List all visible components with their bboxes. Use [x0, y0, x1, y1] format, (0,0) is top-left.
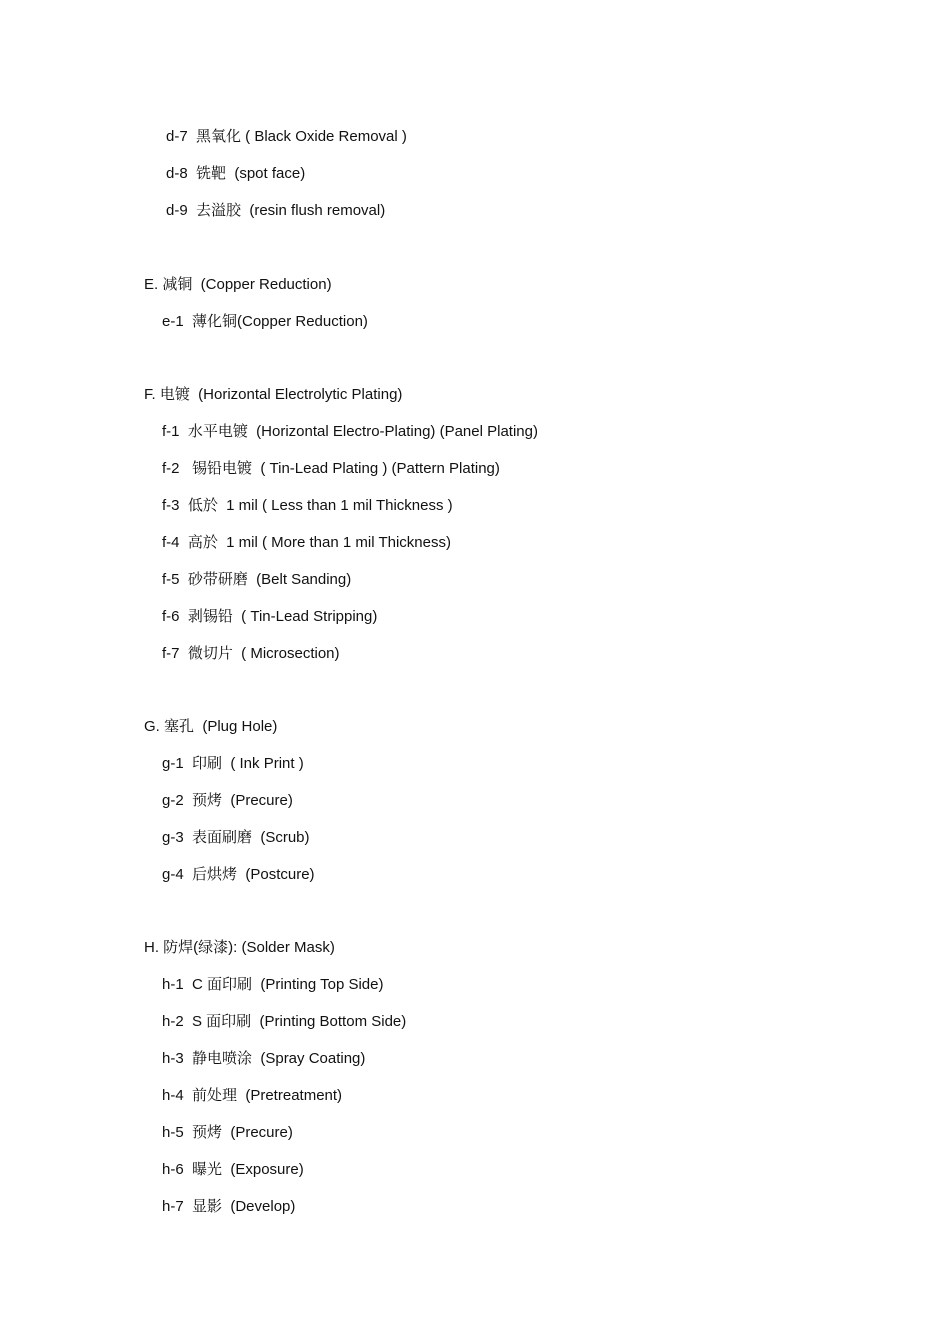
list-item-h5: h-5 预烤 (Precure) [162, 1124, 293, 1141]
section-heading-g: G. 塞孔 (Plug Hole) [144, 718, 278, 735]
list-item-f1: f-1 水平电镀 (Horizontal Electro-Plating) (Panel Plating) [162, 423, 538, 440]
list-item-f4: f-4 高於 1 mil ( More than 1 mil Thickness) [162, 534, 451, 551]
list-item-h6: h-6 曝光 (Exposure) [162, 1161, 304, 1178]
list-item-g3: g-3 表面刷磨 (Scrub) [162, 829, 310, 846]
list-item-f2: f-2 锡铅电镀 ( Tin-Lead Plating ) (Pattern Plating) [162, 460, 500, 477]
list-item-g4: g-4 后烘烤 (Postcure) [162, 866, 315, 883]
list-item-g2: g-2 预烤 (Precure) [162, 792, 293, 809]
list-item-d7: d-7 黑氧化 ( Black Oxide Removal ) [166, 128, 407, 145]
list-item-f3: f-3 低於 1 mil ( Less than 1 mil Thickness ) [162, 497, 453, 514]
section-heading-e: E. 减铜 (Copper Reduction) [144, 276, 332, 293]
section-heading-h: H. 防焊(绿漆): (Solder Mask) [144, 939, 335, 956]
list-item-h1: h-1 C 面印刷 (Printing Top Side) [162, 976, 384, 993]
section-heading-f: F. 电镀 (Horizontal Electrolytic Plating) [144, 386, 403, 403]
list-item-e1: e-1 薄化铜(Copper Reduction) [162, 313, 368, 330]
list-item-h2: h-2 S 面印刷 (Printing Bottom Side) [162, 1013, 407, 1030]
list-item-f5: f-5 砂带研磨 (Belt Sanding) [162, 571, 352, 588]
list-item-d8: d-8 铣靶 (spot face) [166, 165, 306, 182]
list-item-f6: f-6 剥锡铅 ( Tin-Lead Stripping) [162, 608, 378, 625]
list-item-f7: f-7 微切片 ( Microsection) [162, 645, 340, 662]
list-item-h7: h-7 显影 (Develop) [162, 1198, 296, 1215]
list-item-g1: g-1 印刷 ( Ink Print ) [162, 755, 304, 772]
list-item-d9: d-9 去溢胶 (resin flush removal) [166, 202, 386, 219]
list-item-h3: h-3 静电喷涂 (Spray Coating) [162, 1050, 366, 1067]
list-item-h4: h-4 前处理 (Pretreatment) [162, 1087, 343, 1104]
